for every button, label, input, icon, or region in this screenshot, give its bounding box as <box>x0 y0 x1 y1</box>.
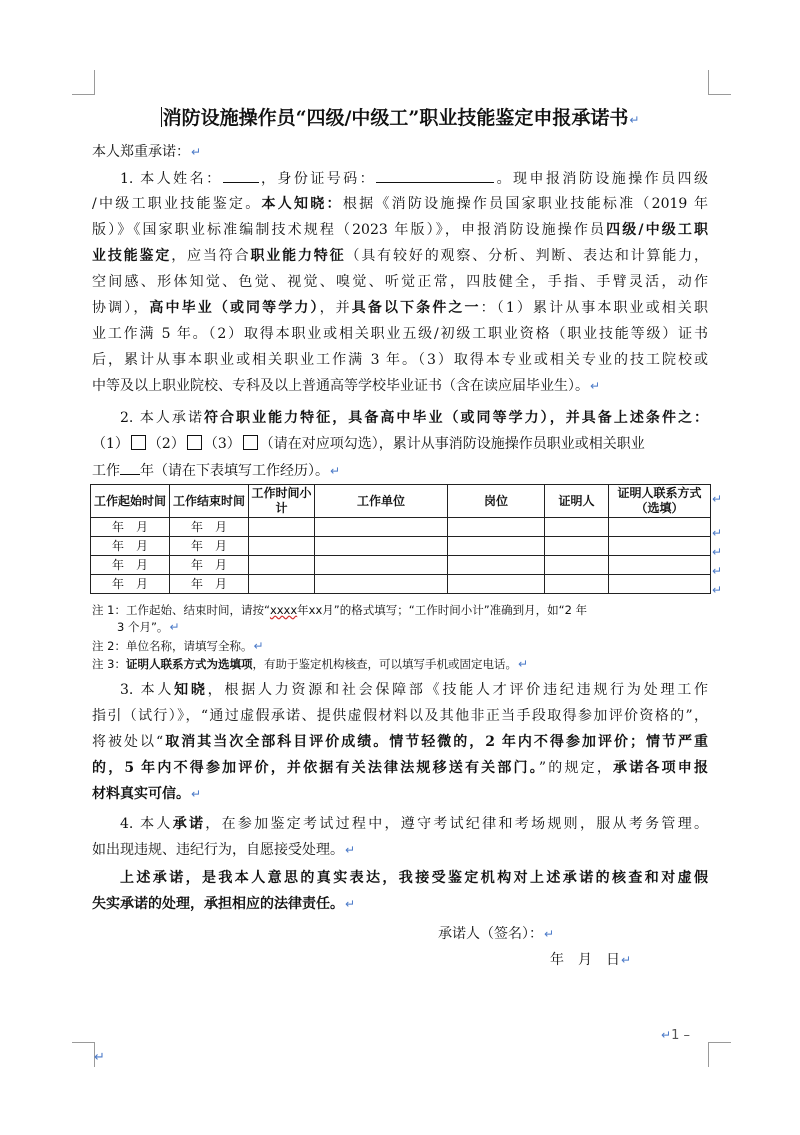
p1-line-2[interactable]: /中级工职业技能鉴定。本人知晓：根据《消防设施操作员国家职业技能标准（2019 年 <box>92 196 709 212</box>
table-header-row <box>91 485 711 518</box>
table-cell[interactable]: 年 月 <box>170 537 249 556</box>
header-witness: 证明人 <box>545 485 609 518</box>
table-row <box>91 518 711 537</box>
table-cell[interactable] <box>315 575 448 594</box>
years-blank[interactable] <box>120 460 140 475</box>
header-witness-contact: 证明人联系方式（选填） <box>609 485 711 518</box>
header-employer: 工作单位 <box>315 485 448 518</box>
table-cell[interactable] <box>609 575 711 594</box>
header-start-time: 工作起始时间 <box>91 485 170 518</box>
table-cell[interactable] <box>545 518 609 537</box>
paragraph-mark-icon: ↵ <box>661 1028 672 1042</box>
table-cell[interactable] <box>249 575 315 594</box>
text-cursor <box>161 107 162 127</box>
paragraph-mark-icon: ↵ <box>629 113 640 127</box>
crop-mark-bottom-right <box>708 1042 731 1067</box>
crop-mark-bottom-left <box>72 1042 95 1067</box>
note-1-continued[interactable]: 3 个月”。↵ <box>117 620 180 634</box>
p2-line-1[interactable]: 2. 本人承诺符合职业能力特征，具备高中毕业（或同等学力），并具备上述条件之： <box>120 410 709 426</box>
table-cell[interactable]: 年 月 <box>91 537 170 556</box>
p2-line-3[interactable]: 工作 年（请在下表填写工作经历）。↵ <box>92 460 708 481</box>
p1-line-7[interactable]: 业工作满 5 年。（2）取得本职业或相关职业五级/初级工职业资格（职业技能等级）证书 <box>92 326 708 342</box>
table-cell[interactable] <box>609 518 711 537</box>
work-history-table <box>90 484 711 594</box>
paragraph-mark-icon: ↵ <box>94 1050 105 1065</box>
condition-3-checkbox[interactable] <box>243 435 258 450</box>
paragraph-mark-icon: ↵ <box>621 953 632 967</box>
date-line[interactable]: 年 月 日↵ <box>550 952 632 968</box>
note-2[interactable]: 注 2：单位名称，请填写全称。↵ <box>92 639 264 653</box>
table-row <box>91 537 711 556</box>
table-cell[interactable] <box>545 556 609 575</box>
crop-mark-top-right <box>708 70 731 95</box>
table-cell[interactable]: 年 月 <box>91 556 170 575</box>
table-cell[interactable] <box>609 537 711 556</box>
table-cell[interactable] <box>249 518 315 537</box>
paragraph-mark-icon: ↵ <box>345 897 356 911</box>
id-number-blank[interactable] <box>376 168 494 183</box>
condition-2-checkbox[interactable] <box>187 435 202 450</box>
p3-line-5[interactable]: 材料真实可信。↵ <box>92 786 202 802</box>
paragraph-mark-icon: ↵ <box>169 620 180 634</box>
paragraph-mark-icon: ↵ <box>191 145 202 159</box>
table-row <box>91 556 711 575</box>
table-cell[interactable] <box>249 537 315 556</box>
header-position: 岗位 <box>448 485 545 518</box>
p3-line-3[interactable]: 将被处以“取消其当次全部科目评价成绩。情节轻微的，2 年内不得参加评价；情节严重 <box>92 734 708 750</box>
p1-line-9[interactable]: 中等及以上职业院校、专科及以上普通高等学校毕业证书（含在读应届毕业生）。↵ <box>92 378 601 394</box>
header-duration: 工作时间小计 <box>249 485 315 518</box>
intro-line[interactable]: 本人郑重承诺：↵ <box>92 144 202 160</box>
note-1[interactable]: 注 1：工作起始、结束时间，请按“xxxx年xx月”的格式填写；“工作时间小计”准确到月，如“2 年 <box>92 603 588 617</box>
paragraph-mark-icon: ↵ <box>544 927 555 941</box>
p1-line-4[interactable]: 业技能鉴定，应当符合职业能力特征（具有较好的观察、分析、判断、表达和计算能力， <box>92 248 709 264</box>
row-end-mark-icon: ↵ <box>712 492 723 506</box>
header-end-time: 工作结束时间 <box>170 485 249 518</box>
paragraph-mark-icon: ↵ <box>330 464 341 478</box>
note-3[interactable]: 注 3：证明人联系方式为选填项，有助于鉴定机构核查，可以填写手机或固定电话。↵ <box>92 657 529 671</box>
table-cell[interactable] <box>609 556 711 575</box>
row-end-mark-icon: ↵ <box>712 545 723 559</box>
table-row <box>91 575 711 594</box>
table-cell[interactable] <box>448 556 545 575</box>
row-end-mark-icon: ↵ <box>712 583 723 597</box>
table-cell[interactable] <box>315 537 448 556</box>
p1-line-1[interactable]: 1. 本人姓名： ，身份证号码： 。现申报消防设施操作员四级 <box>120 168 708 189</box>
paragraph-mark-icon: ↵ <box>253 639 264 653</box>
paragraph-mark-icon: ↵ <box>345 843 356 857</box>
table-cell[interactable] <box>545 537 609 556</box>
p2-line-2[interactable]: （1） （2） （3） （请在对应项勾选），累计从事消防设施操作员职业或相关职业 <box>92 436 645 452</box>
table-cell[interactable] <box>249 556 315 575</box>
p1-line-3[interactable]: 版）》《国家职业标准编制技术规程（2023 年版）》，申报消防设施操作员四级/中级工职 <box>92 222 708 238</box>
p3-line-1[interactable]: 3. 本人知晓，根据人力资源和社会保障部《技能人才评价违纪违规行为处理工作 <box>120 682 709 698</box>
p3-line-4[interactable]: 的，5 年内不得参加评价，并依据有关法律法规移送有关部门。”的规定，承诺各项申报 <box>92 760 708 776</box>
name-blank[interactable] <box>223 168 259 183</box>
document-title[interactable]: 消防设施操作员“四级/中级工”职业技能鉴定申报承诺书↵ <box>162 107 640 129</box>
paragraph-mark-icon: ↵ <box>517 657 529 671</box>
p3-line-2[interactable]: 指引（试行）》，“通过虚假承诺、提供虚假材料以及其他非正当手段取得参加评价资格的”， <box>92 708 708 724</box>
condition-1-checkbox[interactable] <box>131 435 146 450</box>
table-cell[interactable] <box>315 556 448 575</box>
signer-line[interactable]: 承诺人（签名）：↵ <box>438 926 555 942</box>
table-cell[interactable]: 年 月 <box>91 518 170 537</box>
table-cell[interactable] <box>315 518 448 537</box>
row-end-mark-icon: ↵ <box>712 526 723 540</box>
table-cell[interactable]: 年 月 <box>170 575 249 594</box>
p1-line-5[interactable]: 空间感、形体知觉、色觉、视觉、嗅觉、听觉正常，四肢健全，手指、手臂灵活，动作 <box>92 274 708 290</box>
table-cell[interactable]: 年 月 <box>170 518 249 537</box>
p4-line-2[interactable]: 如出现违规、违纪行为，自愿接受处理。↵ <box>92 842 356 858</box>
table-cell[interactable] <box>545 575 609 594</box>
p5-line-2[interactable]: 失实承诺的处理，承担相应的法律责任。↵ <box>92 896 356 912</box>
p5-line-1[interactable]: 上述承诺，是我本人意思的真实表达，我接受鉴定机构对上述承诺的核查和对虚假 <box>120 870 708 886</box>
spell-error-underline: xxxx <box>269 603 298 617</box>
table-cell[interactable]: 年 月 <box>170 556 249 575</box>
row-end-mark-icon: ↵ <box>712 564 723 578</box>
table-cell[interactable]: 年 月 <box>91 575 170 594</box>
p1-line-8[interactable]: 后，累计从事本职业或相关职业工作满 3 年。（3）取得本专业或相关专业的技工院校或 <box>92 352 708 368</box>
page-number: ↵1 – <box>661 1028 690 1043</box>
crop-mark-top-left <box>72 70 95 95</box>
table-cell[interactable] <box>448 518 545 537</box>
paragraph-mark-icon: ↵ <box>590 379 601 393</box>
p1-line-6[interactable]: 协调），高中毕业（或同等学力），并具备以下条件之一：（1）累计从事本职业或相关职 <box>92 300 709 316</box>
table-cell[interactable] <box>448 575 545 594</box>
paragraph-mark-icon: ↵ <box>191 787 202 801</box>
p4-line-1[interactable]: 4. 本人承诺，在参加鉴定考试过程中，遵守考试纪律和考场规则，服从考务管理。 <box>120 816 709 832</box>
table-cell[interactable] <box>448 537 545 556</box>
